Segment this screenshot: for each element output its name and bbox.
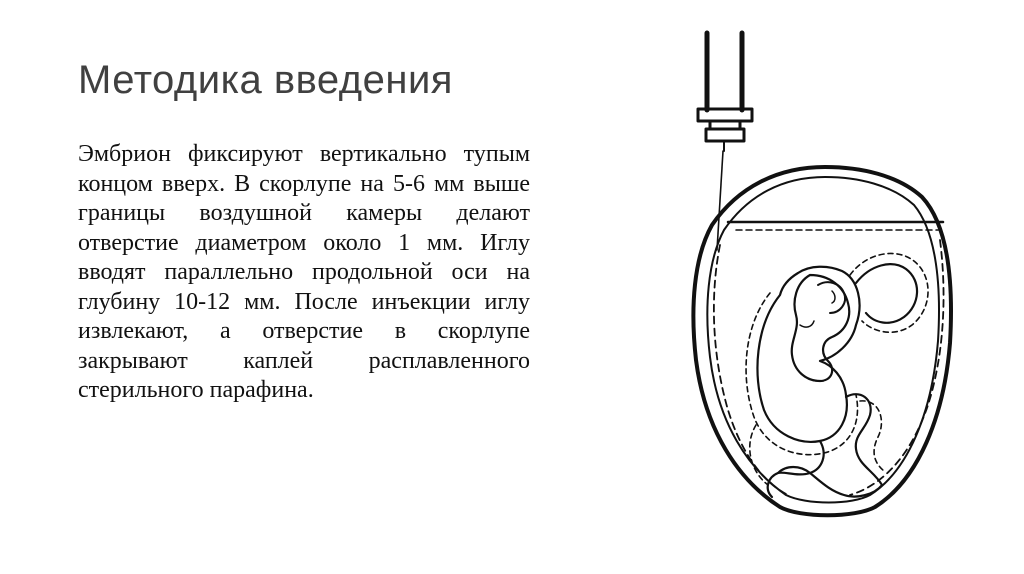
syringe-icon: [698, 33, 752, 250]
slide-title: Методика введения: [78, 58, 453, 102]
slide-body-text: Эмбрион фиксируют вертикально тупым концом вверх. В скорлупе на 5-6 мм выше границы воздушной камеры делают отверстие диаметром около 1 мм. Иглу вводят параллельно продольной оси на глубину 10-12 мм. После инъекции иглу извлекают, а отверстие в скорлупе закрывают каплей расплавленного стерильного парафина.: [78, 141, 530, 403]
egg-injection-diagram-icon: [660, 25, 980, 550]
